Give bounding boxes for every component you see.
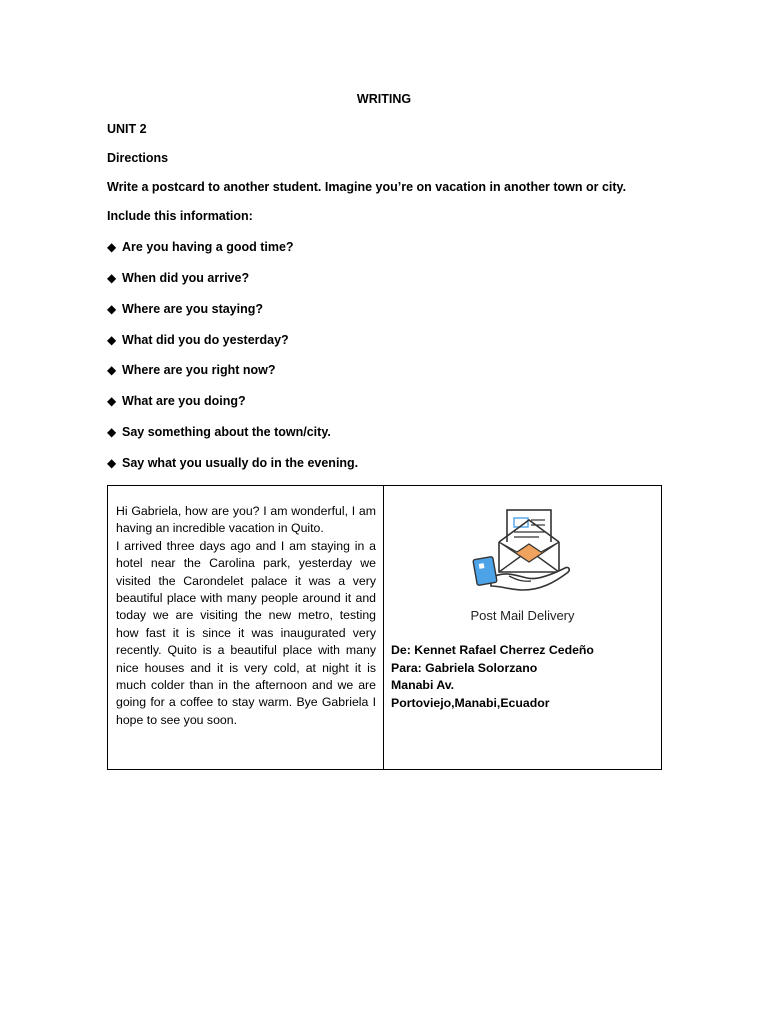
postcard-address-cell [384, 486, 661, 769]
bullet-icon: ◆ [107, 363, 117, 377]
bullet-text: What are you doing? [122, 394, 246, 408]
instruction-text: Write a postcard to another student. Imagine you’re on vacation in another town or city. [107, 180, 627, 194]
bullet-text: What did you do yesterday? [122, 333, 289, 347]
mail-delivery-icon [469, 506, 579, 596]
bullet-icon: ◆ [107, 333, 117, 347]
bullet-item [107, 425, 331, 439]
bullet-icon: ◆ [107, 240, 117, 254]
recipient-line: Para: Gabriela Solorzano [391, 660, 538, 675]
bullet-item [107, 394, 246, 408]
bullet-text: Say something about the town/city. [122, 425, 331, 439]
bullet-text: When did you arrive? [122, 271, 250, 285]
logo-caption: Post Mail Delivery [470, 608, 575, 623]
postcard-table [107, 485, 662, 770]
postcard-message-cell [108, 486, 384, 769]
bullet-text: Where are you right now? [122, 363, 276, 377]
bullet-item [107, 271, 249, 285]
bullet-text: Say what you usually do in the evening. [122, 456, 359, 470]
bullet-text: Where are you staying? [122, 302, 264, 316]
bullet-icon: ◆ [107, 394, 117, 408]
postcard-message: Hi Gabriela, how are you? I am wonderful, I am having an incredible vacation in Quito. I arrived three days ago and I am staying in a hotel near the Carolina park, yesterday we visited the Carondelet palace it was a very beautiful place with many people around it and today we are visiting the new metro, testing how fast it is since it was inaugurated very recently. Quito is a beautiful place with many nice houses and it is very cold, at night it is much colder than in the afternoon and we are going for a coffee to stay warm. Bye Gabriela I hope to see you soon. [116, 504, 376, 727]
street-line: Manabi Av. [391, 678, 455, 693]
unit-label: UNIT 2 [107, 122, 147, 136]
sender-line: De: Kennet Rafael Cherrez Cedeño [391, 643, 594, 657]
bullet-item [107, 456, 358, 470]
directions-heading: Directions [107, 151, 169, 165]
bullet-item [107, 240, 294, 254]
bullet-item [107, 333, 289, 347]
include-label: Include this information: [107, 209, 253, 223]
bullet-item [107, 363, 276, 377]
bullet-icon: ◆ [107, 456, 117, 470]
address-block [391, 642, 594, 712]
bullet-icon: ◆ [107, 302, 117, 316]
page-title: WRITING [356, 92, 412, 106]
bullet-icon: ◆ [107, 271, 117, 285]
bullet-icon: ◆ [107, 425, 117, 439]
bullet-item [107, 302, 263, 316]
bullet-text: Are you having a good time? [122, 240, 294, 254]
city-line: Portoviejo,Manabi,Ecuador [391, 695, 550, 710]
